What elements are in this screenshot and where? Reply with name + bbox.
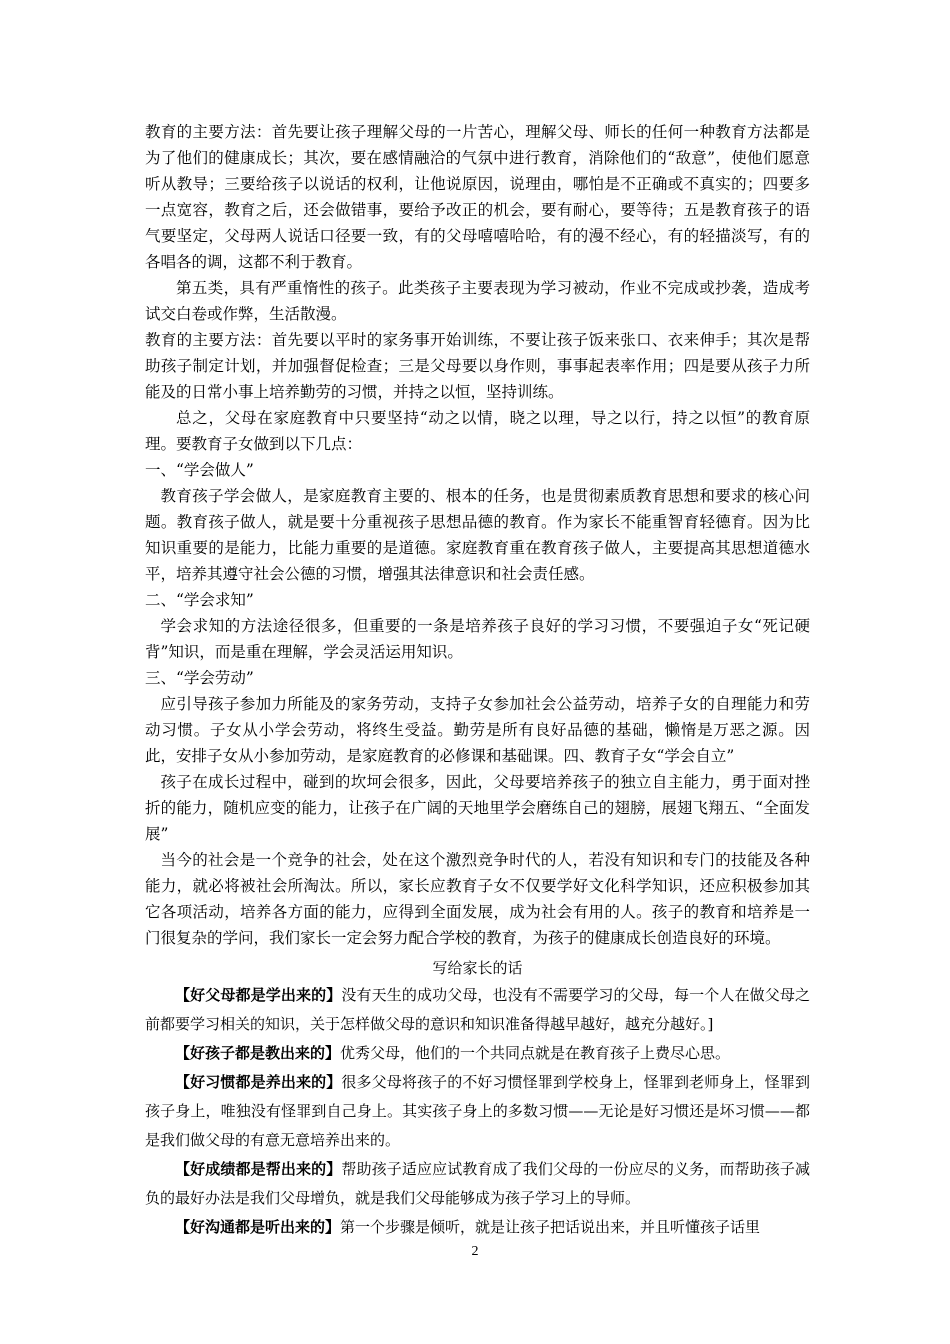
paragraph: 总之，父母在家庭教育中只要坚持“动之以情，晓之以理，导之以行，持之以恒”的教育原理。要教育子女做到以下几点： xyxy=(145,409,810,453)
letter-keyword: 【好习惯都是养出来的】 xyxy=(175,1073,342,1091)
letter-keyword: 【好父母都是学出来的】 xyxy=(175,986,342,1004)
letter-paragraph xyxy=(145,1068,810,1155)
letter-text: 第一个步骤是倾听，就是让孩子把话说出来，并且听懂孩子话里 xyxy=(340,1218,761,1236)
paragraph: 教育的主要方法：首先要以平时的家务事开始训练，不要让孩子饭来张口、衣来伸手；其次是帮助孩子制定计划，并加强督促检查；三是父母要以身作则，事事起表率作用；四是要从孩子力所能及的日常小事上培养勤劳的习惯，并持之以恒，坚持训练。 xyxy=(145,331,810,401)
letter-paragraph xyxy=(145,981,810,1039)
paragraph: 教育孩子学会做人，是家庭教育主要的、根本的任务，也是贯彻素质教育思想和要求的核心问题。教育孩子做人，就是要十分重视孩子思想品德的教育。作为家长不能重智育轻德育。因为比知识重要的是能力，比能力重要的是道德。家庭教育重在教育孩子做人，主要提高其思想道德水平，培养其遵守社会公德的习惯，增强其法律意识和社会责任感。 xyxy=(145,487,810,583)
letter-paragraph xyxy=(145,1213,810,1242)
letter-keyword: 【好成绩都是帮出来的】 xyxy=(175,1160,342,1178)
letter-paragraph xyxy=(145,1155,810,1213)
paragraph: 当今的社会是一个竞争的社会，处在这个激烈竞争时代的人，若没有知识和专门的技能及各种能力，就必将被社会所淘汰。所以，家长应教育子女不仅要学好文化科学知识，还应积极参加其它各项活动，培养各方面的能力，应得到全面发展，成为社会有用的人。孩子的教育和培养是一门很复杂的学问，我们家长一定会努力配合学校的教育，为孩子的健康成长创造良好的环境。 xyxy=(145,851,810,947)
letter-text: 没有天生的成功父母，也没有不需要学习的父母，每一个人在做父母之前都要学习相关的知识，关于怎样做父母的意识和知识准备得越早越好，越充分越好。] xyxy=(145,986,810,1033)
section-heading: 二、“学会求知” xyxy=(145,591,254,609)
page-number: 2 xyxy=(471,1244,479,1259)
letter-paragraph xyxy=(145,1039,810,1068)
paragraph: 第五类，具有严重惰性的孩子。此类孩子主要表现为学习被动，作业不完成或抄袭，造成考试交白卷或作弊，生活散漫。 xyxy=(145,279,810,323)
paragraph: 学会求知的方法途径很多，但重要的一条是培养孩子良好的学习习惯，不要强迫子女“死记硬背”知识，而是重在理解，学会灵活运用知识。 xyxy=(145,617,810,661)
letter-keyword: 【好孩子都是教出来的】 xyxy=(175,1044,341,1062)
section-title: 写给家长的话 xyxy=(432,959,523,977)
paragraph: 教育的主要方法：首先要让孩子理解父母的一片苦心，理解父母、师长的任何一种教育方法都是为了他们的健康成长；其次，要在感情融洽的气氛中进行教育，消除他们的“敌意”，使他们愿意听从教导；三要给孩子以说话的权利，让他说原因，说理由，哪怕是不正确或不真实的；四要多一点宽容，教育之后，还会做错事，要给予改正的机会，要有耐心，要等待；五是教育孩子的语气要坚定，父母两人说话口径要一致，有的父母嘻嘻哈哈，有的漫不经心，有的轻描淡写，有的各唱各的调，这都不利于教育。 xyxy=(145,123,810,271)
section-heading: 三、“学会劳动” xyxy=(145,669,254,687)
letter-to-parents xyxy=(145,981,810,1242)
paragraph: 孩子在成长过程中，碰到的坎坷会很多，因此，父母要培养孩子的独立自主能力，勇于面对挫折的能力，随机应变的能力，让孩子在广阔的天地里学会磨练自己的翅膀，展翅飞翔五、“全面发展” xyxy=(145,773,810,843)
letter-keyword: 【好沟通都是听出来的】 xyxy=(175,1218,341,1236)
letter-text: 很多父母将孩子的不好习惯怪罪到学校身上，怪罪到老师身上，怪罪到孩子身上，唯独没有怪罪到自己身上。其实孩子身上的多数习惯——无论是好习惯还是坏习惯——都是我们做父母的有意无意培养出来的。 xyxy=(145,1073,810,1149)
document-body xyxy=(145,119,810,1242)
paragraph: 应引导孩子参加力所能及的家务劳动，支持子女参加社会公益劳动，培养子女的自理能力和劳动习惯。子女从小学会劳动，将终生受益。勤劳是所有良好品德的基础，懒惰是万恶之源。因此，安排子女从小参加劳动，是家庭教育的必修课和基础课。四、教育子女“学会自立” xyxy=(145,695,810,765)
section-heading: 一、“学会做人” xyxy=(145,461,254,479)
letter-text: 帮助孩子适应应试教育成了我们父母的一份应尽的义务，而帮助孩子减负的最好办法是我们父母增负，就是我们父母能够成为孩子学习上的导师。 xyxy=(145,1160,810,1207)
letter-text: 优秀父母，他们的一个共同点就是在教育孩子上费尽心思。 xyxy=(340,1044,731,1062)
